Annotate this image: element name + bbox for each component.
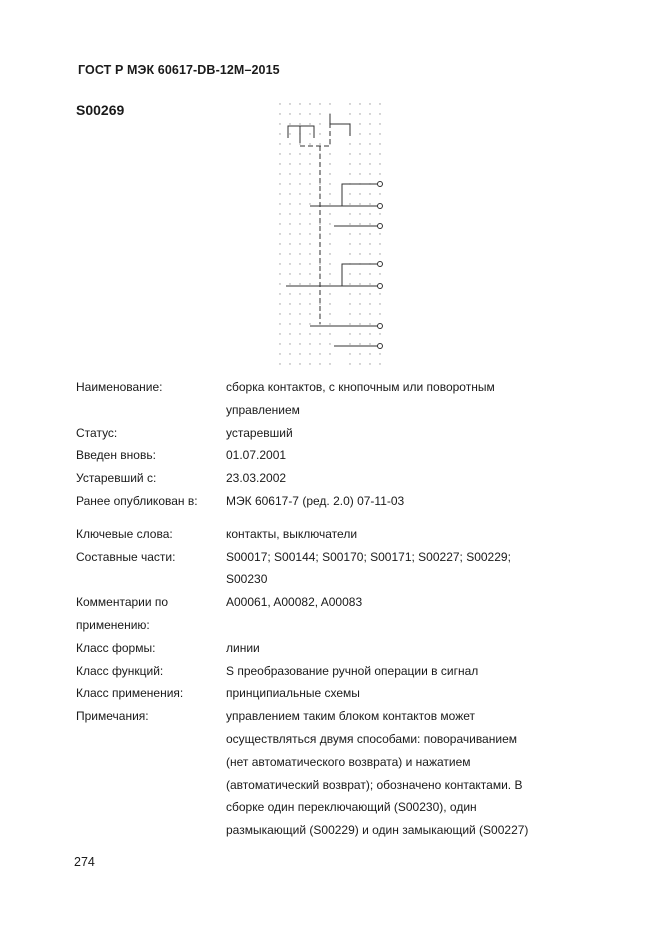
property-row-name <box>76 376 616 422</box>
property-row-keywords <box>76 523 616 546</box>
label-line: применению: <box>76 617 150 632</box>
value-line: сборке один переключающий (S00230), один <box>226 800 477 815</box>
property-row-status <box>76 422 616 445</box>
property-value: принципиальные схемы <box>226 686 360 701</box>
property-label <box>76 591 226 637</box>
property-row-published <box>76 490 616 513</box>
property-row-notes <box>76 705 616 842</box>
value-line: (нет автоматического возврата) и нажатием <box>226 754 471 769</box>
property-label: Класс формы: <box>76 640 156 655</box>
property-value: МЭК 60617-7 (ред. 2.0) 07-11-03 <box>226 493 405 508</box>
make-contact <box>310 326 380 346</box>
property-value: контакты, выключатели <box>226 526 358 541</box>
value-line: управлением <box>226 402 300 417</box>
property-label: Ключевые слова: <box>76 526 173 541</box>
label-line: Комментарии по <box>76 595 169 610</box>
property-row-function-class <box>76 660 616 683</box>
standard-header: ГОСТ Р МЭК 60617-DB-12M–2015 <box>78 63 280 77</box>
property-label: Ранее опубликован в: <box>76 493 198 508</box>
value-line: S00230 <box>226 572 268 587</box>
property-value: S преобразование ручной операции в сигнал <box>226 663 479 678</box>
property-row-components <box>76 546 616 592</box>
property-value: A00061, A00082, A00083 <box>226 595 363 610</box>
mechanical-link <box>300 124 330 324</box>
break-contact <box>286 264 380 286</box>
page-number: 274 <box>74 855 95 869</box>
property-label: Составные части: <box>76 549 176 564</box>
property-row-obsolete <box>76 467 616 490</box>
property-row-introduced <box>76 444 616 467</box>
symbol-properties <box>76 376 616 842</box>
property-row-application-class <box>76 682 616 705</box>
property-value: 23.03.2002 <box>226 471 287 486</box>
value-line: S00017; S00144; S00170; S00171; S00227; S00229; <box>226 549 511 564</box>
property-value <box>226 705 616 842</box>
value-line: сборка контактов, с кнопочным или поворотным <box>226 380 495 394</box>
value-line: управлением таким блоком контактов может <box>226 709 476 724</box>
property-row-form-class <box>76 637 616 660</box>
property-label: Введен вновь: <box>76 448 156 463</box>
property-value <box>226 546 616 592</box>
property-label: Примечания: <box>76 709 149 724</box>
property-label: Класс применения: <box>76 686 184 701</box>
property-value: 01.07.2001 <box>226 448 287 463</box>
property-label: Устаревший с: <box>76 471 157 486</box>
property-label: Статус: <box>76 425 118 440</box>
terminal-circles <box>378 182 383 349</box>
turn-switch-actuator <box>330 114 350 136</box>
value-line: размыкающий (S00229) и один замыкающий (S00227) <box>226 823 529 838</box>
property-label: Наименование: <box>76 380 163 394</box>
property-row-comments <box>76 591 616 637</box>
symbol-code: S00269 <box>76 102 125 118</box>
contact-assembly-symbol <box>270 96 400 368</box>
property-value: линии <box>226 640 260 655</box>
value-line: осуществляться двумя способами: поворачиванием <box>226 731 517 746</box>
value-line: (автоматический возврат); обозначено контактами. В <box>226 777 523 792</box>
property-label: Класс функций: <box>76 663 164 678</box>
property-value: устаревший <box>226 425 293 440</box>
push-button-actuator <box>288 126 314 138</box>
property-value <box>226 376 616 422</box>
